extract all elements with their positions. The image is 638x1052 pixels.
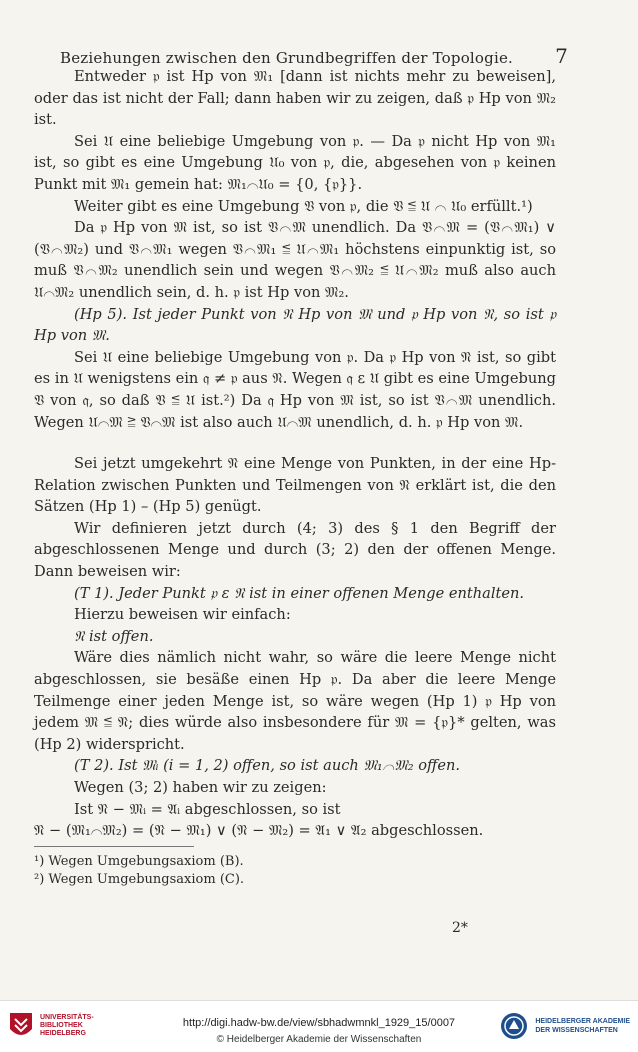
library-logo-text: UNIVERSITÄTS- BIBLIOTHEK HEIDELBERG	[40, 1014, 94, 1037]
paragraph: Weiter gibt es eine Umgebung 𝔙 von 𝔭, die 𝔙 ≦ 𝔘 ⌒ 𝔘₀ erfüllt.¹)	[74, 197, 533, 215]
academy-logo-text: HEIDELBERGER AKADEMIE DER WISSENSCHAFTEN	[535, 1018, 630, 1034]
paragraph: Wir definieren jetzt durch (4; 3) des § 1 den Begriff der abgeschlossenen Menge und durch (3; 2) den der offenen Menge. Dann beweisen wir:	[34, 519, 556, 581]
academy-seal-icon	[499, 1011, 529, 1041]
paragraph: Sei jetzt umgekehrt 𝔑 eine Menge von Punkten, in der eine Hp-Relation zwischen Punkten und Teilmengen von 𝔑 erklärt ist, die den Sätzen (Hp 1) – (Hp 5) genügt.	[34, 455, 556, 516]
theorem-t2: (T 2). Ist 𝔐ᵢ (i = 1, 2) offen, so ist auch 𝔐₁⌒𝔐₂ offen.	[74, 757, 460, 775]
paragraph: Sei 𝔘 eine beliebige Umgebung von 𝔭. Da 𝔭 Hp von 𝔑 ist, so gibt es in 𝔘 wenigstens ein 𝔮 ≠ 𝔭 aus 𝔑. Wegen 𝔮 ε 𝔘 gibt es eine Umgebung 𝔙 von 𝔮, so daß 𝔙 ≦ 𝔘 ist.²) Da 𝔮 Hp von 𝔐 ist, so ist 𝔙⌒𝔐 unendlich. Wegen 𝔘⌒𝔐 ≧ 𝔙⌒𝔐 ist also auch 𝔘⌒𝔐 unendlich, d. h. 𝔭 Hp von 𝔐.	[34, 348, 556, 431]
document-url-link[interactable]: http://digi.hadw-bw.de/view/sbhadwmnkl_1929_15/0007	[182, 1017, 456, 1029]
academy-logo[interactable]	[499, 1011, 630, 1041]
viewer-footer	[0, 1000, 638, 1052]
theorem-hp5: (Hp 5). Ist jeder Punkt von 𝔑 Hp von 𝔐 und 𝔭 Hp von 𝔑, so ist 𝔭 Hp von 𝔐.	[34, 305, 556, 345]
footnote: ¹) Wegen Umgebungsaxiom (B).	[34, 853, 244, 869]
paragraph: Sei 𝔘 eine beliebige Umgebung von 𝔭. — Da 𝔭 nicht Hp von 𝔐₁ ist, so gibt es eine Umgebung 𝔘₀ von 𝔭, die, abgesehen von 𝔭 keinen Punkt mit 𝔐₁ gemein hat: 𝔐₁⌒𝔘₀ = {0, {𝔭}}.	[34, 132, 556, 193]
body-text	[34, 66, 556, 889]
theorem-t1: (T 1). Jeder Punkt 𝔭 ε 𝔑 ist in einer offenen Menge enthalten.	[74, 584, 525, 602]
paragraph: Da 𝔭 Hp von 𝔐 ist, so ist 𝔙⌒𝔐 unendlich. Da 𝔙⌒𝔐 = (𝔙⌒𝔐₁) ∨ (𝔙⌒𝔐₂) und 𝔙⌒𝔐₁ wegen 𝔙⌒𝔐₁ ≦ 𝔘⌒𝔐₁ höchstens einpunktig ist, so muß 𝔙⌒𝔐₂ unendlich sein und wegen 𝔙⌒𝔐₂ ≦ 𝔘⌒𝔐₂ muß also auch 𝔘⌒𝔐₂ unendlich sein, d. h. 𝔭 ist Hp von 𝔐₂.	[34, 219, 556, 301]
paragraph: Wegen (3; 2) haben wir zu zeigen:	[74, 779, 327, 796]
paragraph: Wäre dies nämlich nicht wahr, so wäre die leere Menge nicht abgeschlossen, sie besäße einen Hp 𝔭. Da aber die leere Menge Teilmenge einer jeden Menge ist, so wäre wegen (Hp 1) 𝔭 Hp von jedem 𝔐 ≦ 𝔑; dies würde also insbesondere für 𝔐 = {𝔭}* gelten, was (Hp 2) widerspricht.	[34, 649, 556, 753]
paragraph: Ist 𝔑 − 𝔐ᵢ = 𝔄ᵢ abgeschlossen, so ist	[74, 800, 341, 818]
page-number: 7	[555, 44, 568, 68]
equation: 𝔑 − (𝔐₁⌒𝔐₂) = (𝔑 − 𝔐₁) ∨ (𝔑 − 𝔐₂) = 𝔄₁ ∨ 𝔄₂ abgeschlossen.	[34, 822, 484, 840]
footnote-rule	[34, 846, 194, 847]
running-head	[60, 44, 568, 68]
statement: 𝔑 ist offen.	[74, 627, 154, 645]
copyright-notice: © Heidelberger Akademie der Wissenschaften	[216, 1034, 422, 1045]
running-head-title: Beziehungen zwischen den Grundbegriffen der Topologie.	[60, 49, 514, 67]
paragraph: Hierzu beweisen wir einfach:	[74, 606, 291, 624]
footnote: ²) Wegen Umgebungsaxiom (C).	[34, 871, 245, 887]
signature-mark: 2*	[452, 920, 468, 936]
paragraph: Entweder 𝔭 ist Hp von 𝔐₁ [dann ist nichts mehr zu beweisen], oder das ist nicht der Fall; dann haben wir zu zeigen, daß 𝔭 Hp von 𝔐₂ ist.	[34, 68, 556, 129]
